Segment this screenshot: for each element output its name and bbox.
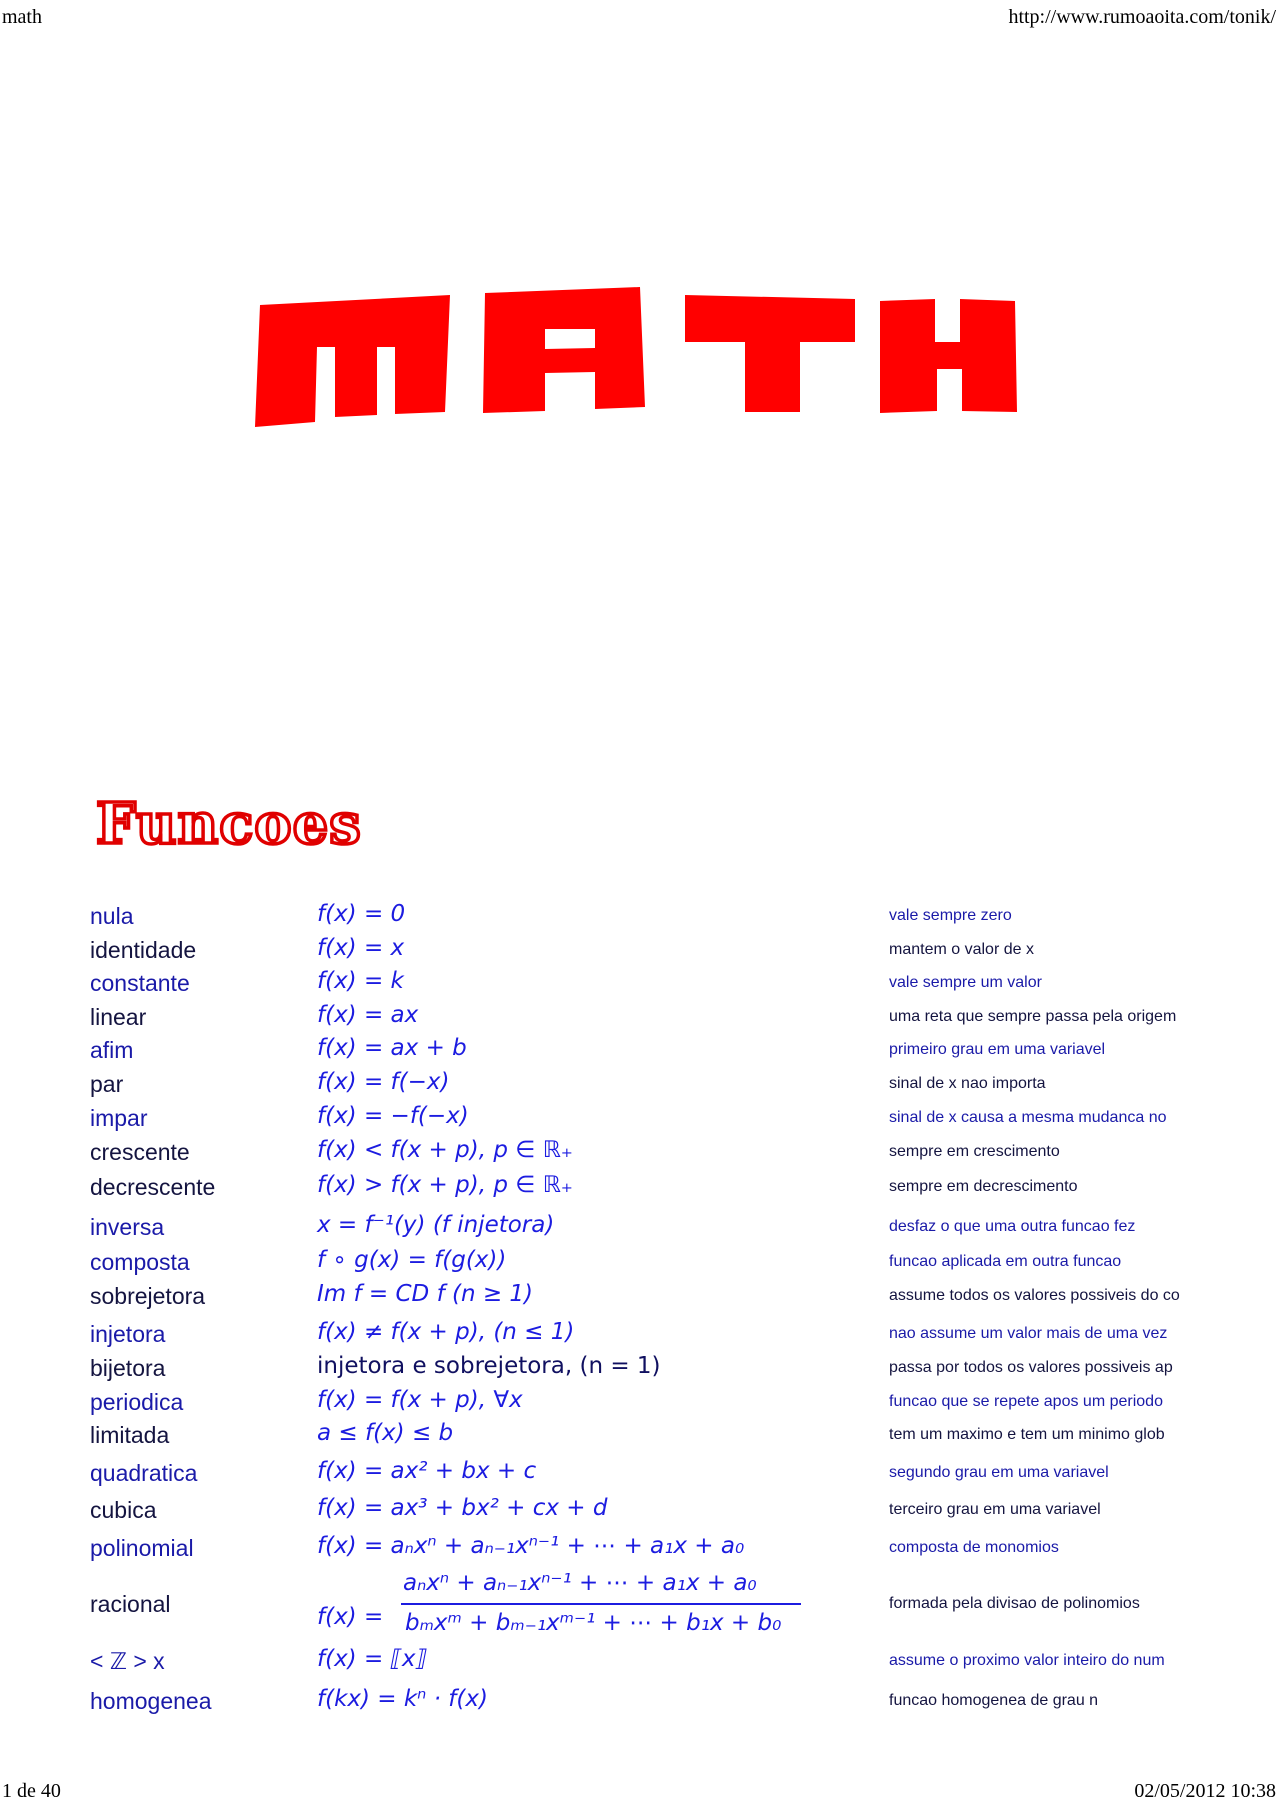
function-formula: a ≤ f(x) ≤ b bbox=[317, 1420, 454, 1446]
table-row-decrescente bbox=[0, 1174, 1280, 1206]
function-desc: terceiro grau em uma variavel bbox=[889, 1501, 1101, 1518]
function-name: polinomial bbox=[90, 1535, 194, 1561]
function-desc: funcao homogenea de grau n bbox=[889, 1692, 1099, 1709]
table-row-limitada bbox=[0, 1422, 1280, 1454]
function-name: limitada bbox=[90, 1422, 170, 1448]
function-name: bijetora bbox=[90, 1355, 166, 1381]
function-desc: assume todos os valores possiveis do co bbox=[889, 1287, 1180, 1304]
function-formula: injetora e sobrejetora, (n = 1) bbox=[317, 1353, 661, 1379]
function-name: decrescente bbox=[90, 1174, 216, 1200]
function-name: sobrejetora bbox=[90, 1283, 206, 1309]
racional-lhs: f(x) = bbox=[317, 1604, 384, 1630]
function-name: injetora bbox=[90, 1321, 166, 1347]
table-row-cubica bbox=[0, 1497, 1280, 1529]
section-title-text: Funcoes bbox=[96, 791, 362, 857]
function-desc: assume o proximo valor inteiro do num bbox=[889, 1652, 1165, 1669]
function-desc: formada pela divisao de polinomios bbox=[889, 1595, 1140, 1612]
function-desc: mantem o valor de x bbox=[889, 941, 1034, 958]
function-formula: f(x) > f(x + p), p ∈ ℝ₊ bbox=[317, 1172, 573, 1198]
function-name: racional bbox=[90, 1591, 171, 1617]
function-formula: f ∘ g(x) = f(g(x)) bbox=[317, 1247, 507, 1273]
table-row-par bbox=[0, 1071, 1280, 1103]
function-name: inversa bbox=[90, 1214, 165, 1240]
function-desc: passa por todos os valores possiveis ap bbox=[889, 1359, 1173, 1376]
function-formula: f(x) = aₙxⁿ + aₙ₋₁xⁿ⁻¹ + ⋯ + a₁x + a₀ bbox=[317, 1533, 745, 1559]
table-row-tail-0 bbox=[0, 1648, 1280, 1680]
function-formula: f(x) = ax³ + bx² + cx + d bbox=[317, 1495, 608, 1521]
function-name: cubica bbox=[90, 1497, 157, 1523]
table-row-injetora bbox=[0, 1321, 1280, 1353]
function-desc: sempre em crescimento bbox=[889, 1143, 1060, 1160]
function-desc: sinal de x nao importa bbox=[889, 1075, 1046, 1092]
function-formula: f(x) = f(−x) bbox=[317, 1069, 450, 1095]
table-row-sobrejetora bbox=[0, 1283, 1280, 1315]
function-name: afim bbox=[90, 1037, 134, 1063]
function-name: linear bbox=[90, 1004, 147, 1030]
page-header-url[interactable]: http://www.rumoaoita.com/tonik/ bbox=[1008, 6, 1276, 28]
function-desc: vale sempre zero bbox=[889, 907, 1012, 924]
table-row-nula bbox=[0, 903, 1280, 935]
table-row-polinomial bbox=[0, 1535, 1280, 1567]
table-row-linear bbox=[0, 1004, 1280, 1036]
function-desc: vale sempre um valor bbox=[889, 974, 1042, 991]
function-name: < ℤ > x bbox=[90, 1648, 165, 1674]
function-formula: Im f = CD f (n ≥ 1) bbox=[317, 1281, 534, 1307]
function-name: composta bbox=[90, 1249, 190, 1275]
function-formula: f(x) = f(x + p), ∀x bbox=[317, 1387, 523, 1413]
function-desc: sempre em decrescimento bbox=[889, 1178, 1078, 1195]
table-row-afim bbox=[0, 1037, 1280, 1069]
function-name: crescente bbox=[90, 1139, 190, 1165]
table-row-constante bbox=[0, 970, 1280, 1002]
function-formula: f(x) = k bbox=[317, 968, 404, 994]
table-row-quadratica bbox=[0, 1460, 1280, 1492]
function-formula: f(x) < f(x + p), p ∈ ℝ₊ bbox=[317, 1137, 573, 1163]
function-formula: f(kx) = kⁿ · f(x) bbox=[317, 1686, 488, 1712]
racional-denominator: bₘxᵐ + bₘ₋₁xᵐ⁻¹ + ⋯ + b₁x + b₀ bbox=[405, 1610, 782, 1636]
function-name: identidade bbox=[90, 937, 197, 963]
function-desc: sinal de x causa a mesma mudanca no bbox=[889, 1109, 1167, 1126]
function-desc: funcao que se repete apos um periodo bbox=[889, 1393, 1163, 1410]
function-formula: f(x) = ax² + bx + c bbox=[317, 1458, 537, 1484]
function-name: constante bbox=[90, 970, 190, 996]
function-name: periodica bbox=[90, 1389, 184, 1415]
function-formula: f(x) = ax + b bbox=[317, 1035, 467, 1061]
function-desc: desfaz o que uma outra funcao fez bbox=[889, 1218, 1136, 1235]
function-name: quadratica bbox=[90, 1460, 198, 1486]
page-header-title: math bbox=[2, 6, 42, 28]
page-footer-datetime: 02/05/2012 10:38 bbox=[1134, 1780, 1276, 1802]
fraction-bar bbox=[401, 1603, 801, 1605]
function-formula: f(x) = ⟦x⟧ bbox=[317, 1646, 427, 1672]
table-row-periodica bbox=[0, 1389, 1280, 1421]
function-desc: tem um maximo e tem um minimo glob bbox=[889, 1426, 1165, 1443]
function-desc: primeiro grau em uma variavel bbox=[889, 1041, 1106, 1058]
function-name: impar bbox=[90, 1105, 148, 1131]
table-row-impar bbox=[0, 1105, 1280, 1137]
function-desc: nao assume um valor mais de uma vez bbox=[889, 1325, 1168, 1342]
page-footer-count: 1 de 40 bbox=[2, 1780, 61, 1802]
function-name: nula bbox=[90, 903, 134, 929]
table-row-crescente bbox=[0, 1139, 1280, 1171]
table-row-composta bbox=[0, 1249, 1280, 1281]
function-formula: f(x) ≠ f(x + p), (n ≤ 1) bbox=[317, 1319, 575, 1345]
function-formula: x = f⁻¹(y) (f injetora) bbox=[317, 1212, 555, 1238]
table-row-identidade bbox=[0, 937, 1280, 969]
racional-numerator: aₙxⁿ + aₙ₋₁xⁿ⁻¹ + ⋯ + a₁x + a₀ bbox=[403, 1570, 757, 1596]
function-desc: segundo grau em uma variavel bbox=[889, 1464, 1109, 1481]
function-formula: f(x) = ax bbox=[317, 1002, 419, 1028]
function-desc: composta de monomios bbox=[889, 1539, 1059, 1556]
table-row-bijetora bbox=[0, 1355, 1280, 1387]
function-formula: f(x) = −f(−x) bbox=[317, 1103, 469, 1129]
function-formula: f(x) = x bbox=[317, 935, 405, 961]
function-formula: f(x) = 0 bbox=[317, 901, 406, 927]
function-name: par bbox=[90, 1071, 124, 1097]
table-row-inversa bbox=[0, 1214, 1280, 1246]
function-desc: uma reta que sempre passa pela origem bbox=[889, 1008, 1177, 1025]
function-desc: funcao aplicada em outra funcao bbox=[889, 1253, 1122, 1270]
function-name: homogenea bbox=[90, 1688, 212, 1714]
table-row-tail-1 bbox=[0, 1688, 1280, 1720]
